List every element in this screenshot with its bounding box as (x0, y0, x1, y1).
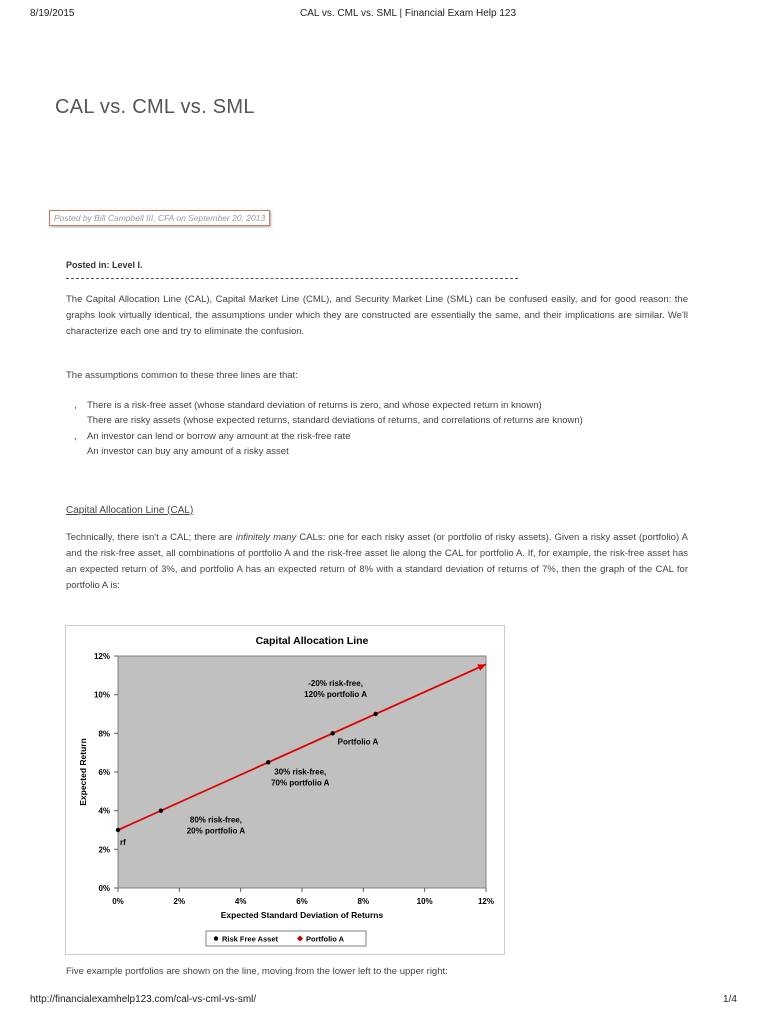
cal-section-heading: Capital Allocation Line (CAL) (66, 505, 194, 516)
y-tick-label: 12% (93, 652, 110, 661)
cal-text-1: Technically, there isn't (66, 532, 162, 543)
y-tick-label: 10% (93, 690, 110, 700)
data-point (266, 760, 270, 764)
y-tick-label: 6% (98, 768, 110, 777)
posted-in-category[interactable]: Posted in: Level I. (66, 260, 143, 270)
x-tick-label: 6% (296, 897, 308, 906)
byline-text: Posted by Bill Campbell III, CFA on September 20, 2013 (54, 213, 266, 223)
data-point (159, 808, 163, 812)
list-item (74, 429, 694, 444)
list-item-text: An investor can buy any amount of a risky asset (87, 445, 289, 457)
point-label: 120% portfolio A (304, 690, 368, 699)
list-item (74, 413, 694, 428)
list-item-text: There is a risk-free asset (whose standard deviation of returns is zero, and whose expected return in known) (87, 400, 542, 411)
legend-label-risk-free: Risk Free Asset (222, 934, 279, 944)
y-tick-label: 4% (98, 806, 110, 816)
list-item-text: An investor can lend or borrow any amount at the risk-free rate (87, 430, 351, 442)
print-page-number: 1/4 (723, 994, 737, 1005)
y-tick-label: 0% (98, 884, 110, 893)
intro-paragraph: The Capital Allocation Line (CAL), Capital Market Line (CML), and Security Market Line (SML) can be confused easily, and for good reason: the graphs look virtually identical, the assumptions under which they are constructed are essentially the same, and their implications are similar. We'll characterize each one and try to eliminate the confusion. (66, 294, 688, 337)
cal-chart (66, 626, 504, 954)
cal-chart-frame (65, 625, 505, 955)
print-url: http://financialexamhelp123.com/cal-vs-cml-vs-sml/ (30, 994, 257, 1005)
dashed-divider (66, 278, 518, 279)
cal-text-2: a (161, 532, 168, 543)
y-axis-label: Expected Return (78, 738, 88, 806)
list-item (74, 398, 694, 413)
y-tick-label: 2% (98, 845, 110, 855)
data-point (116, 828, 120, 832)
point-label: 70% portfolio A (271, 778, 330, 788)
x-tick-label: 2% (173, 897, 186, 906)
x-tick-label: 0% (112, 897, 124, 906)
cal-text-5: CALs: one for each risky asset (or portfolio of risky assets). Given a risky asset (portfolio) A and the risk-free asset, all combinations of portfolio A and the risk-free asset lie along the CAL for portfolio A. If, for example, the risk-free asset has an expected return of 3%, and portfolio A has an expected return of 8% with a standard deviation of returns of 7%, then the graph of the CAL for portfolio A is: (66, 532, 688, 591)
x-tick-label: 12% (477, 897, 495, 906)
cal-paragraph (66, 530, 688, 594)
assumptions-lead: The assumptions common to these three lines are that: (66, 370, 298, 381)
cal-text-4: infinitely many (235, 532, 297, 543)
x-tick-label: 8% (357, 897, 370, 906)
point-label: 20% portfolio A (186, 826, 246, 836)
bullet-icon: , (74, 430, 77, 442)
x-axis-label: Expected Standard Deviation of Returns (220, 910, 384, 920)
list-item-text: There are risky assets (whose expected returns, standard deviations of returns, and correlations of returns are known) (87, 415, 583, 427)
point-label: 30% risk-free, (274, 767, 327, 777)
assumptions-list (74, 398, 694, 459)
list-item (74, 444, 694, 459)
legend-marker-risk-free (214, 936, 218, 940)
x-tick-label: 10% (416, 897, 433, 906)
point-label: 80% risk-free, (189, 815, 242, 825)
legend-label-portfolio-a: Portfolio A (306, 934, 345, 944)
print-doc-title: CAL vs. CML vs. SML | Financial Exam Help 123 (300, 8, 517, 19)
data-point (330, 731, 334, 735)
bullet-icon: , (74, 400, 77, 411)
y-tick-label: 8% (98, 729, 110, 739)
cal-text-3: CAL; there are (167, 532, 236, 543)
page-title: CAL vs. CML vs. SML (55, 96, 255, 118)
data-point (373, 712, 377, 716)
point-label: -20% risk-free, (308, 679, 363, 688)
point-label: rf (120, 838, 126, 847)
point-label: Portfolio A (337, 737, 379, 747)
after-chart-text: Five example portfolios are shown on the line, moving from the lower left to the upper right: (66, 966, 448, 977)
x-tick-label: 4% (234, 897, 247, 906)
chart-title: Capital Allocation Line (255, 635, 369, 647)
print-date: 8/19/2015 (30, 8, 75, 19)
post-byline[interactable] (49, 210, 270, 226)
